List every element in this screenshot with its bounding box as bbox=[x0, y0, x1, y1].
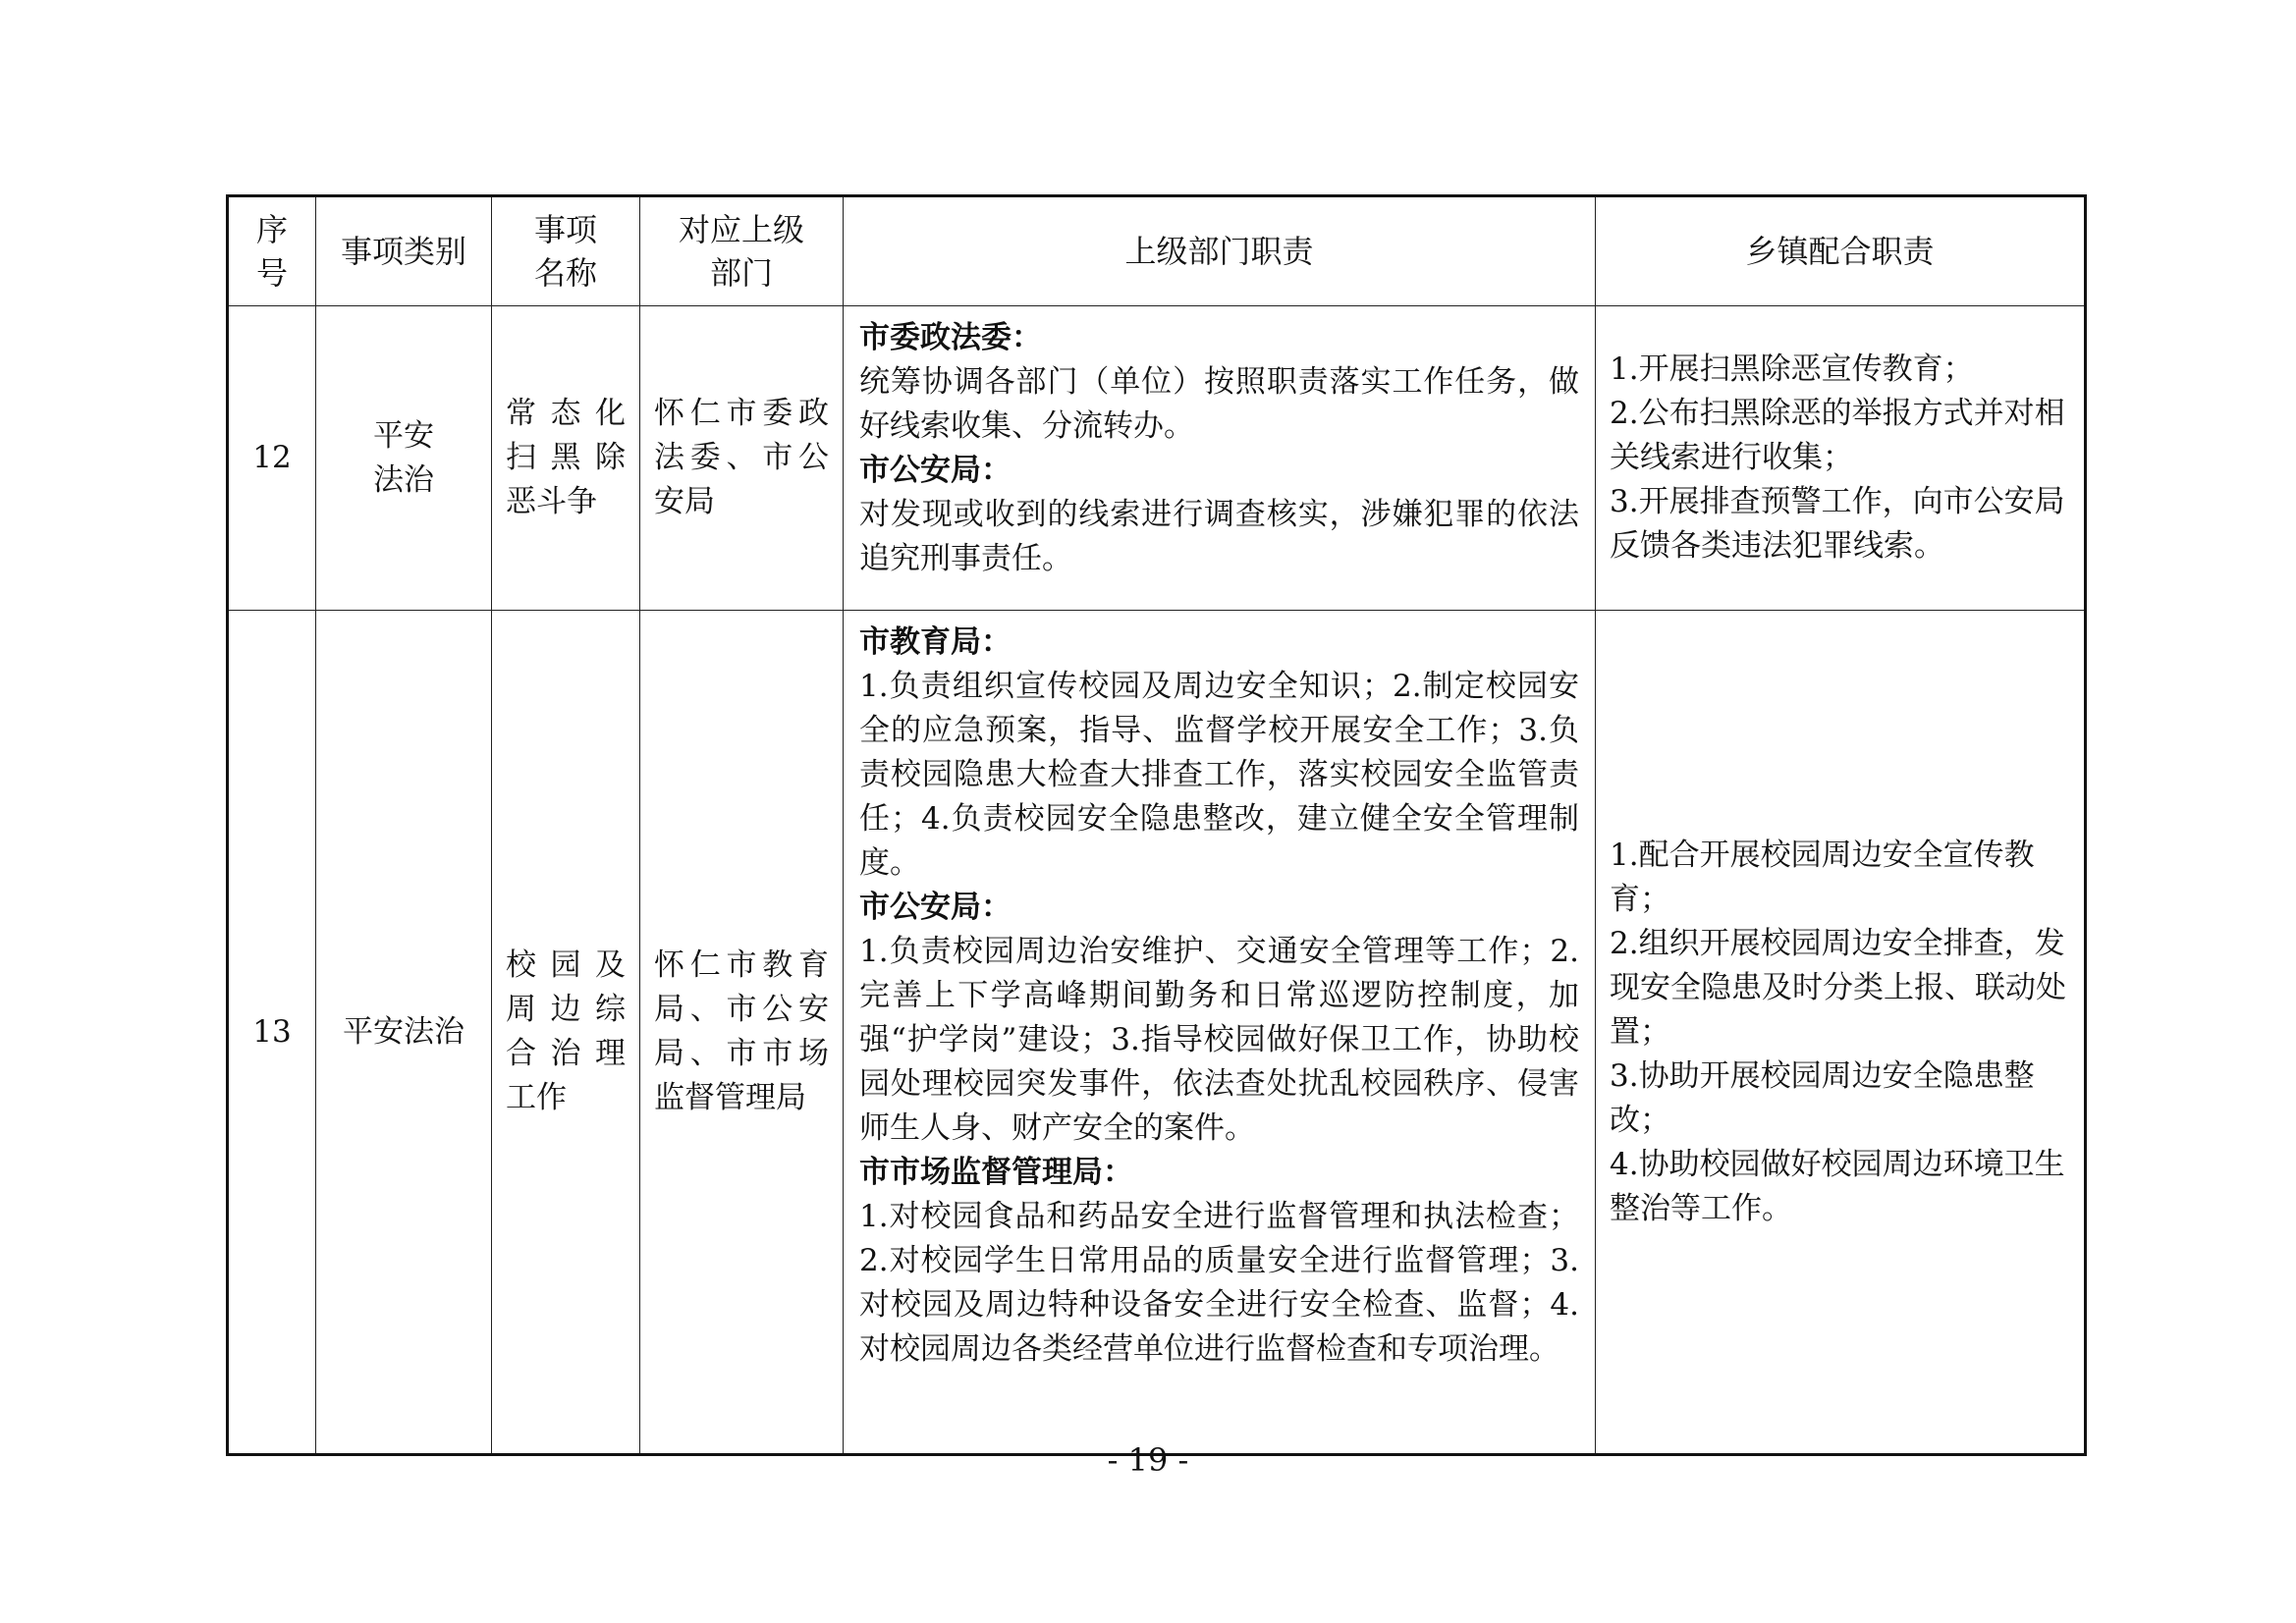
header-seq: 序 号 bbox=[228, 196, 316, 306]
superior-dept-cell: 怀仁市委政法委、市公安局 bbox=[640, 306, 844, 611]
township-cell bbox=[1596, 306, 2086, 611]
header-township: 乡镇配合职责 bbox=[1596, 196, 2086, 306]
township-duty: 3.协助开展校园周边安全隐患整改； bbox=[1610, 1057, 2035, 1138]
header-superior-dept: 对应上级 部门 bbox=[640, 196, 844, 306]
table-row bbox=[228, 611, 2086, 1455]
township-duty: 3.开展排查预警工作，向市公安局反馈各类违法犯罪线索。 bbox=[1610, 484, 2065, 564]
township-duty: 4.协助校园做好校园周边环境卫生整治等工作。 bbox=[1610, 1146, 2065, 1226]
township-duty: 2.组织开展校园周边安全排查，发现安全隐患及时分类上报、联动处置； bbox=[1610, 925, 2066, 1050]
category-cell: 平安法治 bbox=[316, 611, 492, 1455]
dept-heading: 市公安局： bbox=[859, 453, 1011, 488]
table-row bbox=[228, 306, 2086, 611]
township-cell bbox=[1596, 611, 2086, 1455]
category-cell: 平安 法治 bbox=[316, 306, 492, 611]
dept-heading: 市教育局： bbox=[859, 624, 1011, 660]
header-responsibilities: 上级部门职责 bbox=[844, 196, 1596, 306]
dept-heading: 市公安局： bbox=[859, 890, 1011, 925]
dept-heading: 市委政法委： bbox=[859, 320, 1042, 355]
dept-duty-text: 1.负责组织宣传校园及周边安全知识；2.制定校园安全的应急预案，指导、监督学校开展安全工作；3.负责校园隐患大检查大排查工作，落实校园安全监管责任；4.负责校园安全隐患整改，建立健全安全管理制度。 bbox=[859, 669, 1579, 881]
township-duty: 2.公布扫黑除恶的举报方式并对相关线索进行收集； bbox=[1610, 396, 2065, 475]
header-category: 事项类别 bbox=[316, 196, 492, 306]
superior-dept-cell: 怀仁市教育局、市公安局、市市场监督管理局 bbox=[640, 611, 844, 1455]
header-item: 事项 名称 bbox=[492, 196, 640, 306]
dept-duty-text: 1.负责校园周边治安维护、交通安全管理等工作；2.完善上下学高峰期间勤务和日常巡逻防控制度，加强“护学岗”建设；3.指导校园做好保卫工作，协助校园处理校园突发事件，依法查处扰乱校园秩序、侵害师生人身、财产安全的案件。 bbox=[859, 934, 1579, 1146]
dept-duty-text: 1.对校园食品和药品安全进行监督管理和执法检查；2.对校园学生日常用品的质量安全进行监督管理；3.对校园及周边特种设备安全进行安全检查、监督；4.对校园周边各类经营单位进行监督检查和专项治理。 bbox=[859, 1199, 1579, 1367]
seq-cell: 12 bbox=[228, 306, 316, 611]
dept-duty-text: 对发现或收到的线索进行调查核实，涉嫌犯罪的依法追究刑事责任。 bbox=[859, 497, 1579, 576]
page-number: - 19 - bbox=[1107, 1441, 1189, 1479]
responsibilities-cell bbox=[844, 611, 1596, 1455]
responsibilities-cell bbox=[844, 306, 1596, 611]
header-row bbox=[228, 196, 2086, 306]
dept-duty-text: 统筹协调各部门（单位）按照职责落实工作任务，做好线索收集、分流转办。 bbox=[859, 364, 1579, 444]
duty-table bbox=[226, 194, 2087, 1456]
seq-cell: 13 bbox=[228, 611, 316, 1455]
item-cell: 校园及周边综合治理工作 bbox=[492, 611, 640, 1455]
township-duty: 1.配合开展校园周边安全宣传教育； bbox=[1610, 837, 2035, 917]
item-cell: 常态化扫黑除恶斗争 bbox=[492, 306, 640, 611]
dept-heading: 市市场监督管理局： bbox=[859, 1155, 1133, 1190]
township-duty: 1.开展扫黑除恶宣传教育； bbox=[1610, 352, 1974, 387]
